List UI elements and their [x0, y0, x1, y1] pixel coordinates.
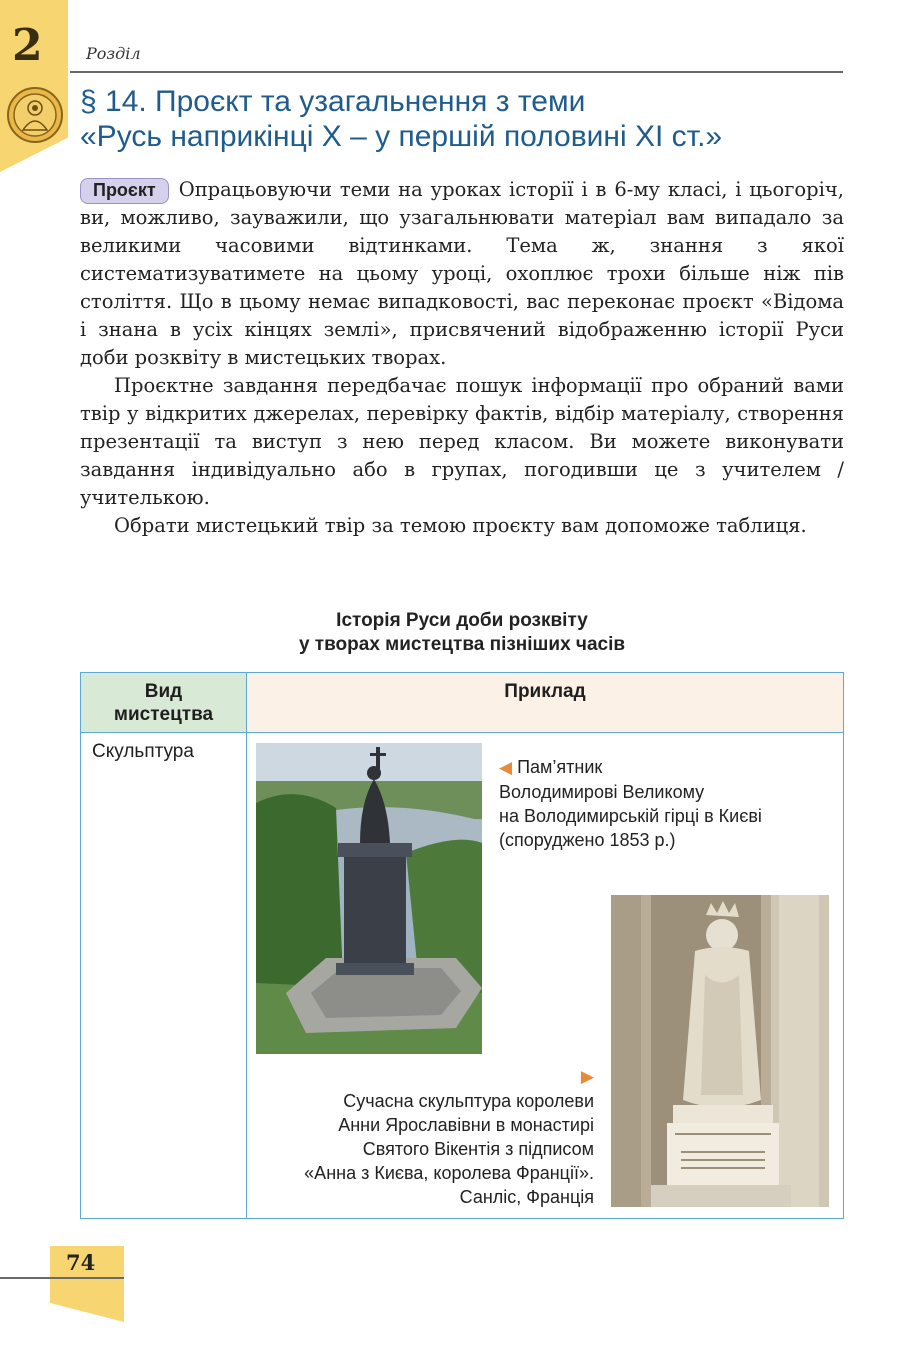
header-text: Вид [144, 681, 183, 702]
caption-line: Анни Ярославівни в монастирі [338, 1115, 594, 1135]
paragraph: Обрати мистецький твір за темою проєкту вам допоможе таблиця. [114, 514, 807, 537]
table-title-line: у творах мистецтва пізніших часів [298, 634, 626, 655]
caption-line: на Володимирській гірці в Києві [499, 806, 762, 826]
caption-line: Святого Вікентія з підписом [362, 1139, 594, 1159]
header-rule [70, 71, 843, 73]
page-title [80, 84, 860, 154]
art-table [80, 672, 844, 1219]
paragraph: Проєктне завдання передбачає пошук інформації про обраний вами твір у відкритих джерелах, перевірку фактів, відбір матеріалу, створення презентації та виступ з нею перед класом. Ви можете виконувати завдання індивідуально або в групах, погодивши це з учителем / учителькою. [80, 374, 844, 509]
caption-line: Володимирові Великому [499, 782, 705, 802]
page-number: 74 [66, 1250, 96, 1275]
anna-caption [261, 1065, 594, 1209]
chapter-label: Розділ [86, 44, 141, 63]
anna-statue-photo [611, 895, 829, 1207]
footer-rule [0, 1277, 124, 1279]
title-line: «Русь наприкінці Х – у першій половині ХІ ст.» [80, 120, 723, 153]
caption-line: Санліс, Франція [459, 1187, 594, 1207]
body-text [80, 176, 844, 540]
header-example: Приклад [247, 673, 843, 733]
triangle-right-icon: ▶ [580, 1067, 594, 1086]
caption-line: Пам’ятник [517, 757, 603, 777]
monument-caption [499, 755, 762, 852]
header-text: мистецтва [113, 704, 214, 725]
paragraph [80, 176, 844, 372]
column-divider [246, 733, 247, 1218]
saint-medallion-icon [6, 86, 64, 144]
triangle-left-icon: ◀ [499, 758, 513, 777]
table-title [80, 609, 844, 657]
table-title-line: Історія Руси доби розквіту [336, 610, 588, 631]
row-kind-cell: Скульптура [92, 741, 194, 762]
caption-line: «Анна з Києва, королева Франції». [304, 1163, 594, 1183]
caption-line: Сучасна скульптура королеви [343, 1091, 594, 1111]
header-art-kind [81, 673, 247, 733]
caption-line: (споруджено 1853 р.) [499, 830, 676, 850]
chapter-number: 2 [12, 20, 43, 71]
title-line: § 14. Проєкт та узагальнення з теми [80, 85, 586, 118]
project-badge: Проєкт [80, 178, 169, 204]
paragraph-text: Опрацьовуючи теми на уроках історії і в 6-му класі, і цьогоріч, ви, можливо, зауважили, що узагальнювати матеріал вам випадало за великими часовими відтинками. Тема ж, знання з якої систематизуватимете на цьому уроці, охоплює трохи більше ніж пів століття. Що в цьому немає випадковості, вас переконає проєкт «Відома і знана в усіх кінцях землі», присвячений відображенню історії Руси доби розквіту в мистецьких творах. [80, 178, 844, 369]
volodymyr-monument-photo [256, 743, 482, 1054]
